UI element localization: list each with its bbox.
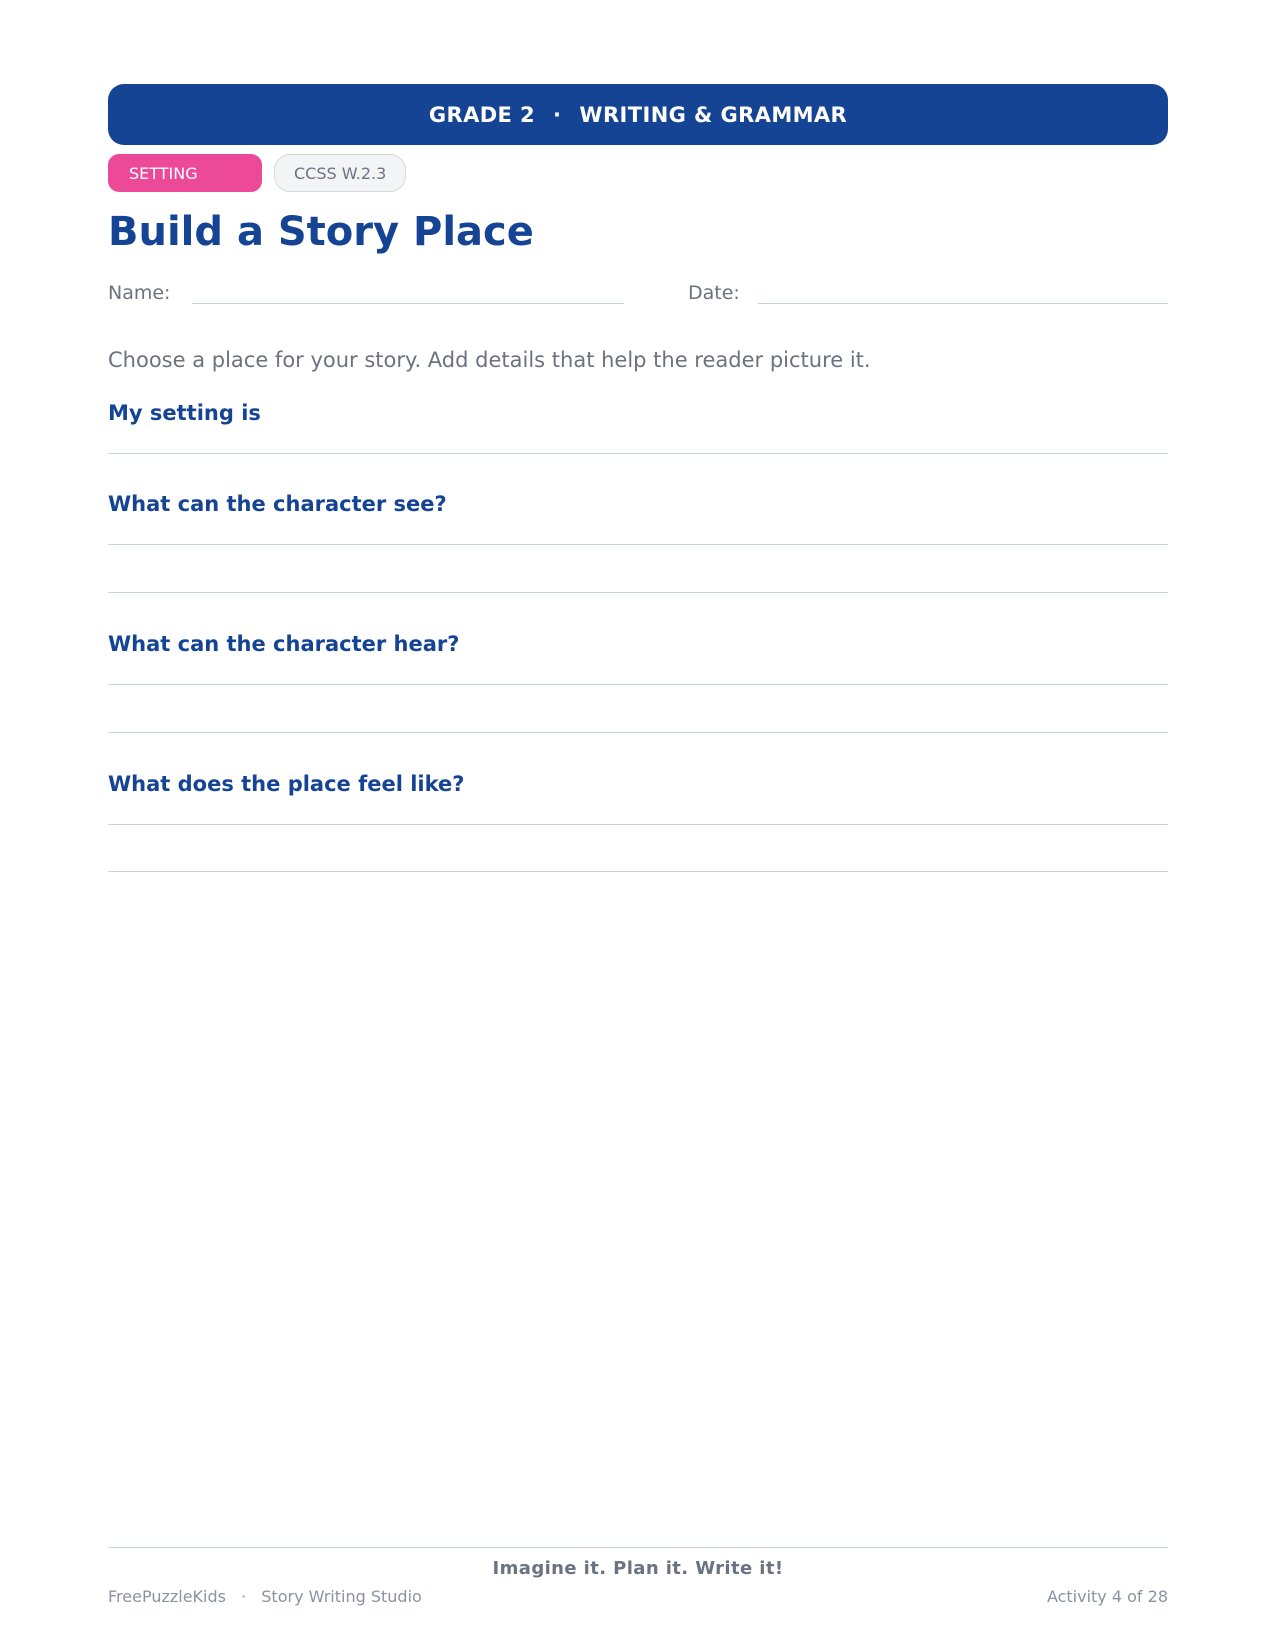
writing-line[interactable] [108,453,1168,454]
grade-label: GRADE 2 [428,102,536,127]
tag-row [108,154,406,192]
footer-tagline: Imagine it. Plan it. Write it! [492,1558,784,1579]
prompt-feel: What does the place feel like? [108,772,465,796]
header-separator: · [553,102,562,127]
skill-tag: SETTING [108,154,262,192]
brand-name: FreePuzzleKids [108,1587,226,1606]
prompt-hear: What can the character hear? [108,632,460,656]
prompt-setting: My setting is [108,401,261,425]
writing-line[interactable] [108,871,1168,872]
subject-label: WRITING & GRAMMAR [579,102,848,127]
header-banner [108,84,1168,145]
date-field[interactable] [758,303,1168,304]
writing-line[interactable] [108,592,1168,593]
standard-tag: CCSS W.2.3 [274,154,406,192]
prompt-see: What can the character see? [108,492,447,516]
footer-divider [108,1547,1168,1548]
writing-line[interactable] [108,732,1168,733]
instructions-text: Choose a place for your story. Add details that help the reader picture it. [108,348,871,372]
footer-separator: · [241,1587,247,1606]
writing-line[interactable] [108,684,1168,685]
product-name: Story Writing Studio [261,1587,422,1606]
name-label: Name: [108,282,171,304]
activity-counter: Activity 4 of 28 [1046,1587,1168,1606]
page-title: Build a Story Place [108,209,534,255]
date-label: Date: [688,282,740,304]
name-field[interactable] [192,303,624,304]
writing-line[interactable] [108,544,1168,545]
writing-line[interactable] [108,824,1168,825]
worksheet-page [108,0,1168,1650]
footer-credits [108,1587,422,1606]
